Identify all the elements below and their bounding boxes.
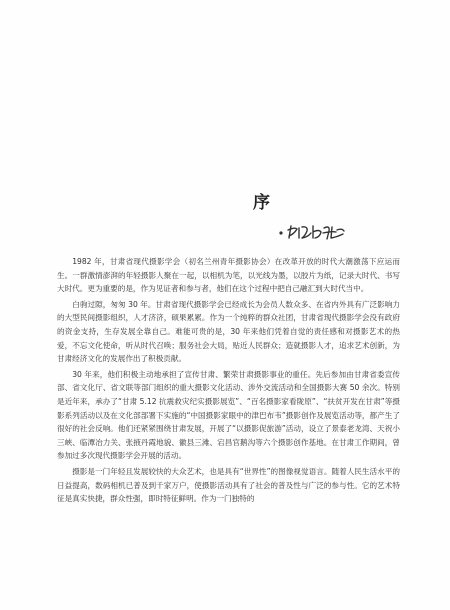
preface-body (57, 255, 400, 508)
paragraph-3: 30 年来，他们积极主动地承担了宣传甘肃、繁荣甘肃摄影事业的重任。先后参加由甘肃省委宣传部、省文化厅、省文联等部门组织的重大摄影文化活动、涉外交流活动和全国摄影大赛 50 余次。特别是近年来，承办了“甘肃 5.12 抗震救灾纪实摄影展览”、“百名摄影家看陇原”、“扶贫开发在甘肃”等摄影系列活动以及在文化部部署下实施的“中国摄影家眼中的津巴布韦”摄影创作及展览活动等，都产生了很好的社会反响。他们还紧紧围绕甘肃发展，开展了“以摄影促旅游”活动，设立了景泰老龙湾、天祝小三峡、临潭冶力关、张掖丹霞地貌、徽县三滩、宕昌官鹅沟等六个摄影创作基地。在甘肃工作期间，曾参加过多次现代摄影学会开展的活动。 (57, 369, 400, 461)
paragraph-4: 摄影是一门年轻且发展较快的大众艺术，也是具有“世界性”的图像视觉语言。随着人民生活水平的日益提高，数码相机已普及到千家万户，使摄影活动具有了社会的普及性与广泛的参与性。它的艺术特征是真实快捷，群众性强，即时特征鲜明。作为一门独特的 (57, 466, 400, 504)
preface-title: 序 (253, 193, 271, 213)
paragraph-1: 1982 年，甘肃省现代摄影学会（初名兰州青年摄影协会）在改革开放的时代大潮激荡下应运而生。一群激情澎湃的年轻摄影人聚在一起，以相机为笔，以光线为墨，以胶片为纸，记录大时代、书写大时代。更为重要的是，作为见证者和参与者，他们在这个过程中把自己融汇到大时代当中。 (57, 257, 400, 294)
author-signature (277, 220, 357, 242)
paragraph-2: 白驹过隙，匆匆 30 年。甘肃省现代摄影学会已经成长为会员人数众多、在省内外具有广泛影响力的大型民间摄影组织，人才济济，硕果累累。作为一个纯粹的群众社团，甘肃省现代摄影学会没有政府的资金支持，生存发展全靠自己。难能可贵的是，30 年来他们凭着自觉的责任感和对摄影艺术的热爱，不忘文化使命，听从时代召唤；服务社会大局，贴近人民群众；造就摄影人才，追求艺术创新，为甘肃经济文化的发展作出了积极贡献。 (57, 299, 400, 364)
